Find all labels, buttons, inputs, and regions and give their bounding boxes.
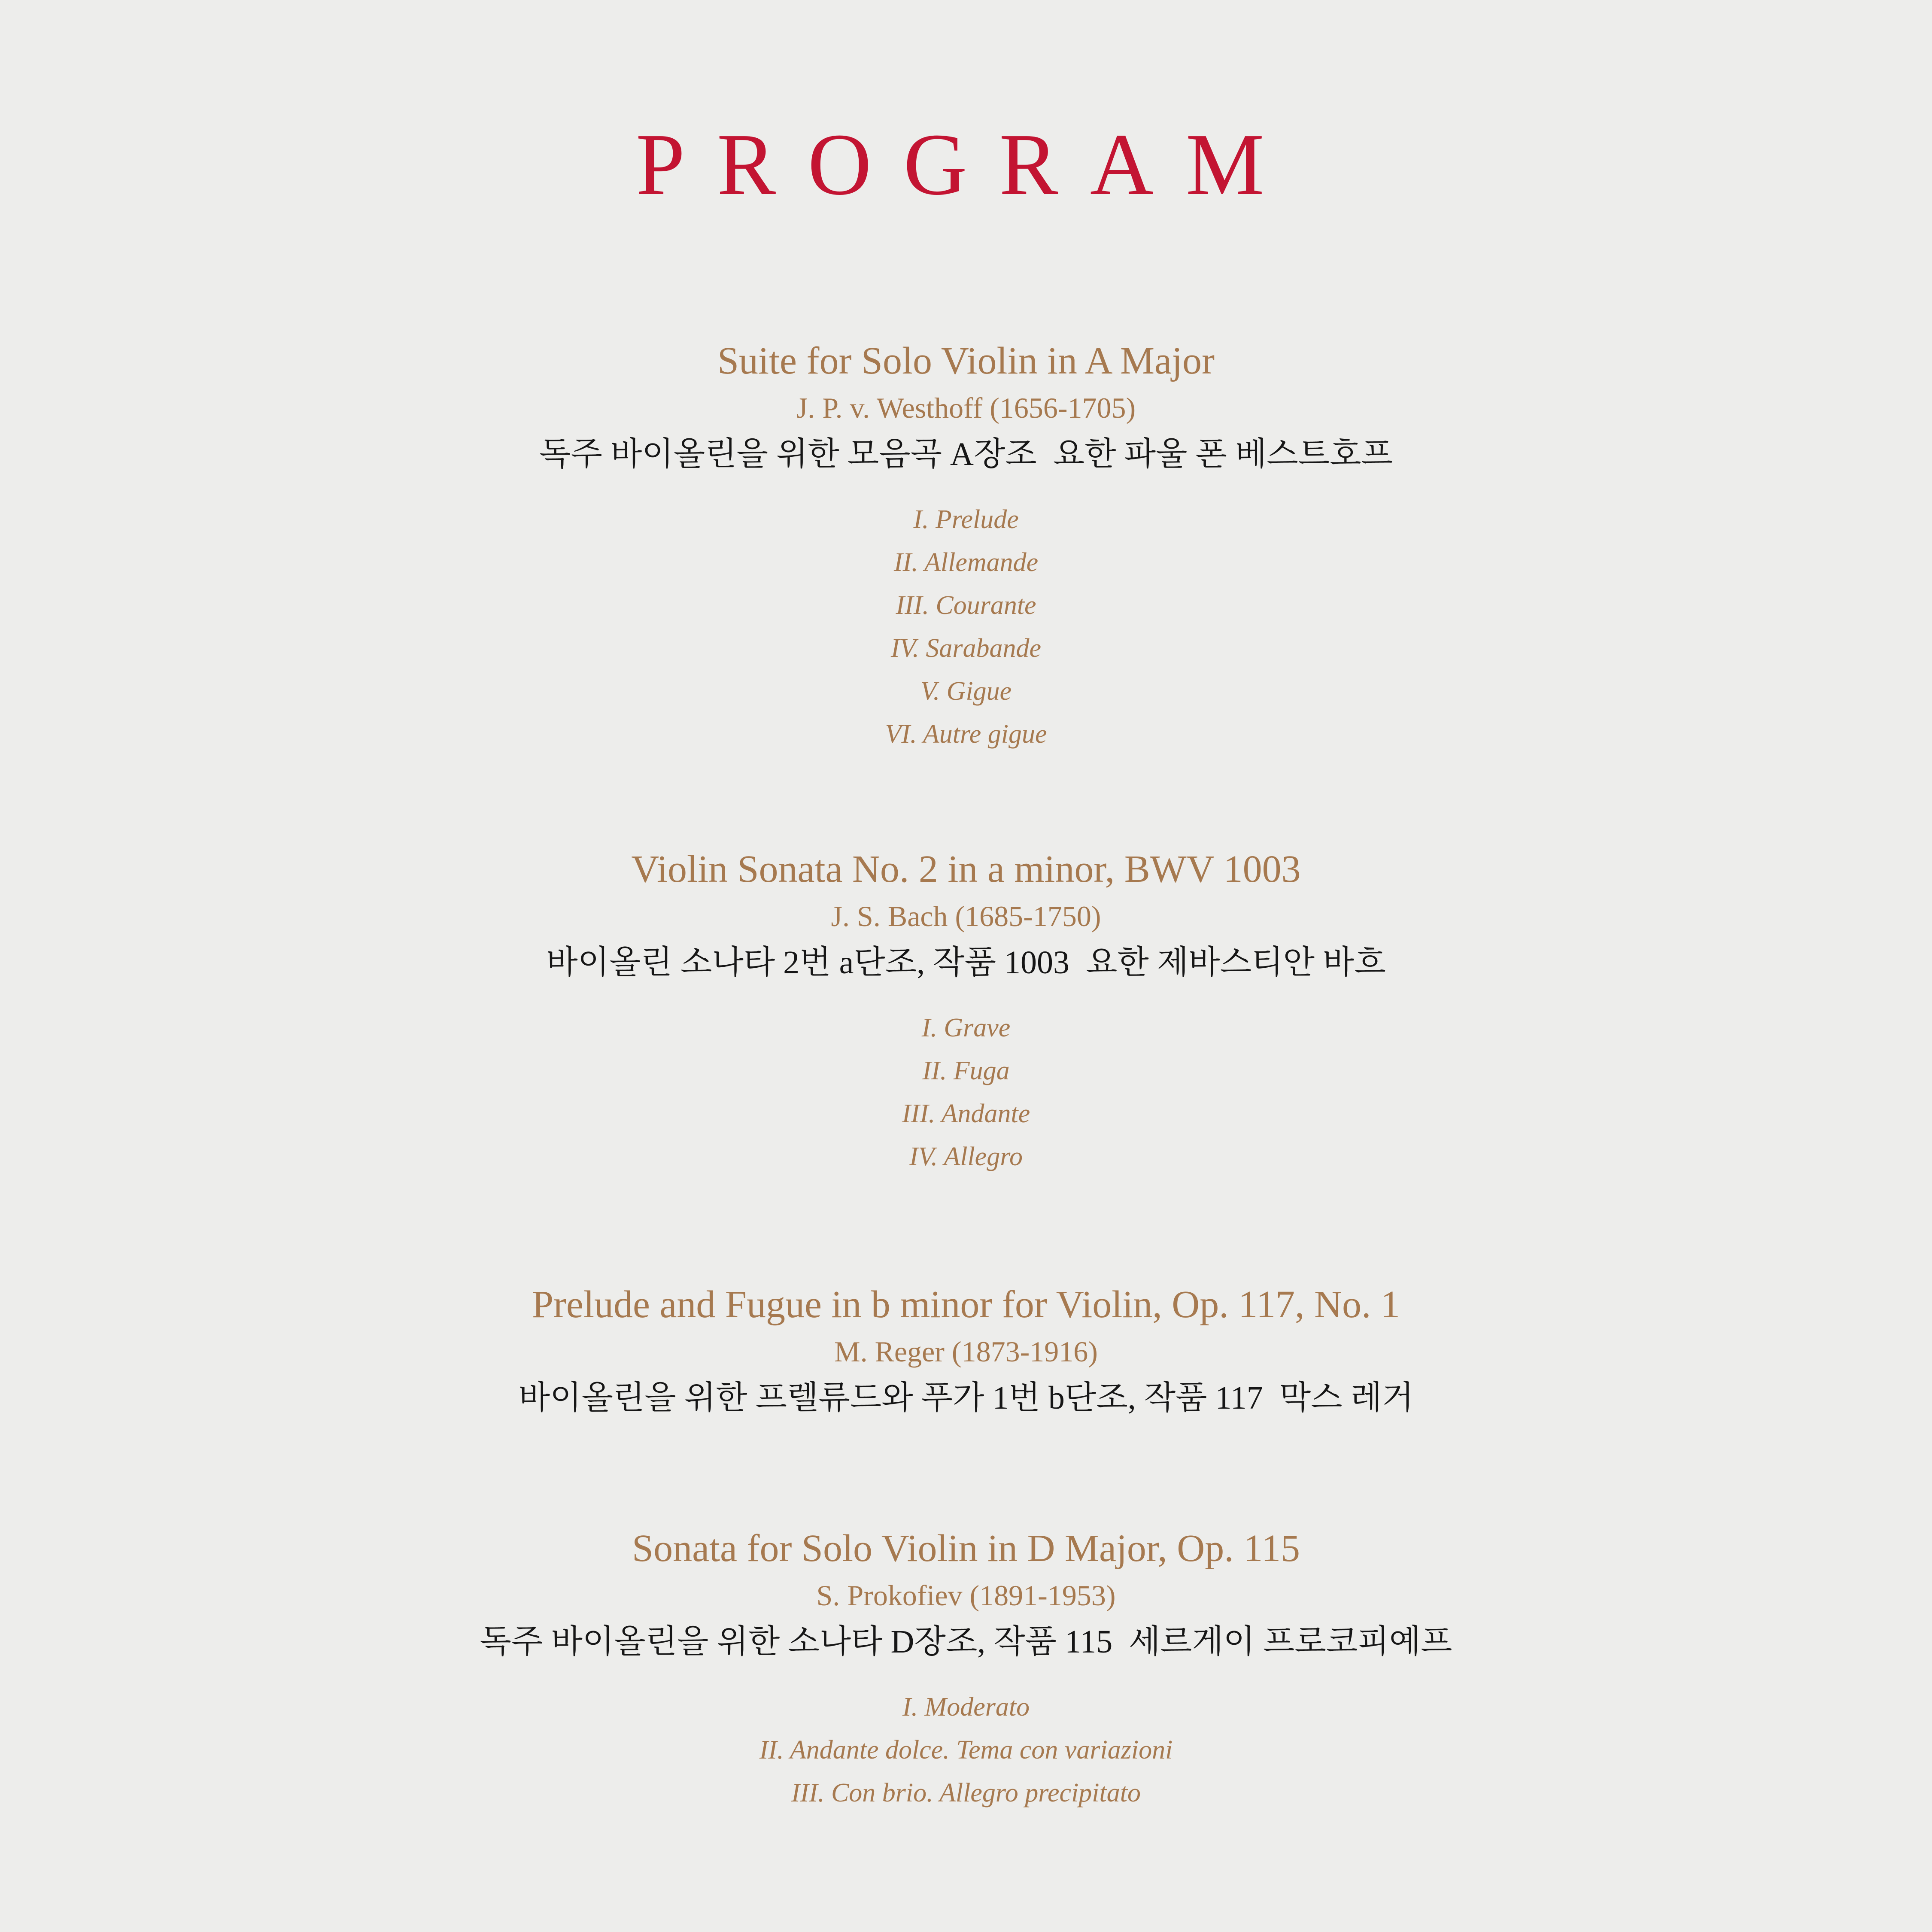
movement-item: IV. Sarabande <box>890 634 1042 663</box>
piece-title: Violin Sonata No. 2 in a minor, BWV 1003 <box>631 848 1301 890</box>
piece-title-korean: 독주 바이올린을 위한 모음곡 A장조 요한 파울 폰 베스트호프 <box>539 436 1393 472</box>
movement-item: II. Andante dolce. Tema con variazioni <box>759 1735 1173 1765</box>
piece-composer: M. Reger (1873-1916) <box>834 1335 1098 1368</box>
piece-section-reger <box>86 1285 1846 1414</box>
piece-composer: S. Prokofiev (1891-1953) <box>816 1579 1116 1612</box>
movement-item: I. Moderato <box>902 1692 1030 1722</box>
movement-item: III. Con brio. Allegro precipitato <box>791 1778 1141 1807</box>
movement-item: III. Andante <box>902 1099 1030 1128</box>
piece-section-prokofiev <box>86 1529 1846 1814</box>
piece-title: Sonata for Solo Violin in D Major, Op. 115 <box>632 1527 1300 1570</box>
movement-item: II. Fuga <box>922 1056 1010 1085</box>
page-title: PROGRAM <box>636 115 1296 213</box>
movement-item: II. Allemande <box>893 548 1039 577</box>
movement-item: IV. Allegro <box>909 1142 1023 1171</box>
movement-item: I. Prelude <box>913 505 1019 534</box>
piece-title-korean: 독주 바이올린을 위한 소나타 D장조, 작품 115 세르게이 프로코피예프 <box>480 1624 1452 1660</box>
piece-title-korean: 바이올린을 위한 프렐류드와 푸가 1번 b단조, 작품 117 막스 레거 <box>518 1380 1414 1416</box>
movement-list <box>86 1006 1846 1178</box>
movement-item: VI. Autre gigue <box>885 720 1047 749</box>
piece-composer: J. P. v. Westhoff (1656-1705) <box>796 392 1136 424</box>
piece-title: Suite for Solo Violin in A Major <box>717 340 1215 382</box>
piece-composer: J. S. Bach (1685-1750) <box>831 900 1101 933</box>
piece-title-korean: 바이올린 소나타 2번 a단조, 작품 1003 요한 제바스티안 바흐 <box>546 945 1386 981</box>
piece-section-westhoff <box>86 342 1846 756</box>
movement-list <box>86 498 1846 756</box>
movement-item: III. Courante <box>896 591 1036 620</box>
piece-title: Prelude and Fugue in b minor for Violin, Op. 117, No. 1 <box>532 1283 1400 1326</box>
movement-item: V. Gigue <box>920 677 1012 706</box>
movement-list <box>86 1686 1846 1814</box>
piece-section-bach <box>86 850 1846 1178</box>
movement-item: I. Grave <box>921 1013 1011 1042</box>
